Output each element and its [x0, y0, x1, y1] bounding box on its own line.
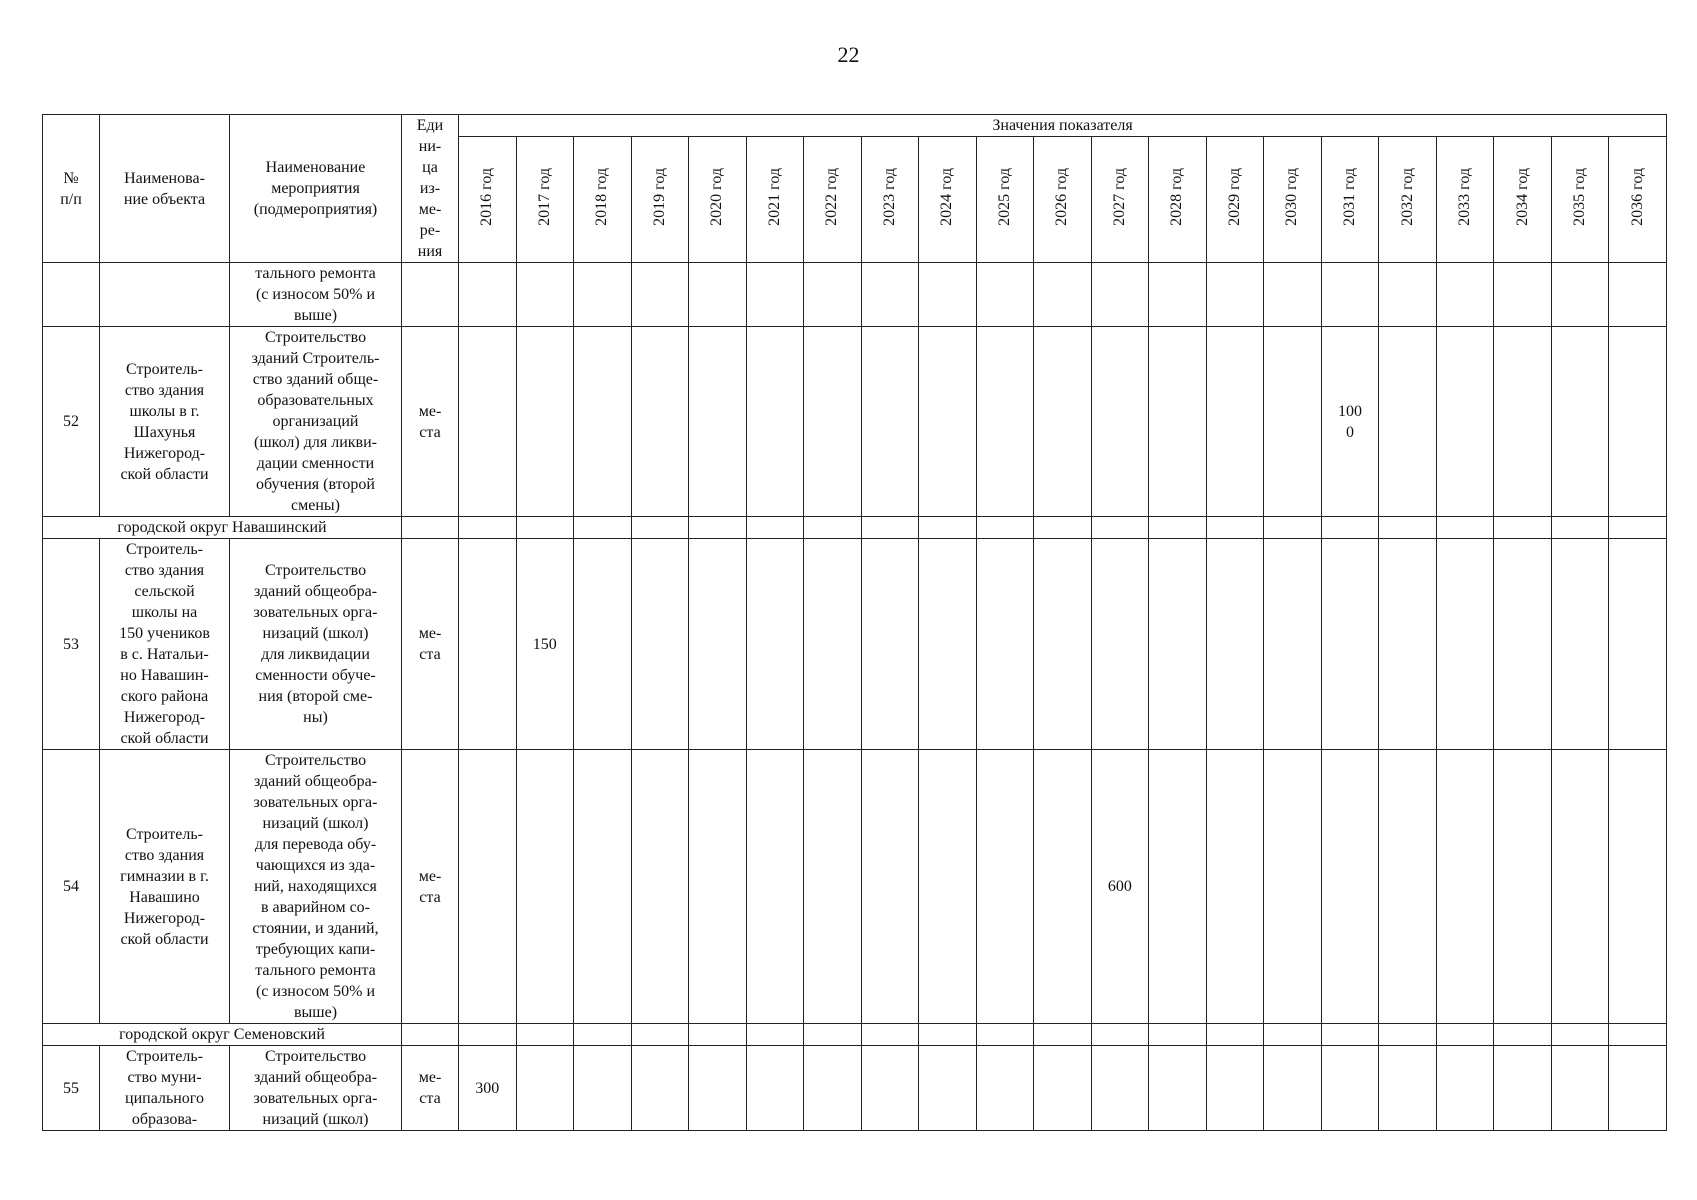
value-cell [1321, 263, 1379, 327]
value-cell [1551, 1046, 1609, 1131]
value-cell [1609, 539, 1667, 750]
section-row [43, 1024, 1667, 1046]
value-cell [861, 327, 919, 517]
value-cell [919, 327, 977, 517]
value-cell [689, 327, 747, 517]
value-cell [1436, 539, 1494, 750]
value-cell [1494, 263, 1552, 327]
header-event: Наименование мероприятия (подмероприятия) [230, 115, 402, 263]
value-cell [516, 750, 574, 1024]
value-cell [1264, 263, 1322, 327]
empty-cell [1379, 1024, 1437, 1046]
value-cell [1034, 327, 1092, 517]
value-cell [631, 1046, 689, 1131]
value-cell [1206, 539, 1264, 750]
value-cell [459, 750, 517, 1024]
year-header [574, 137, 632, 263]
value-cell [1551, 750, 1609, 1024]
object-name [100, 263, 230, 327]
year-label: 2033 год [1456, 167, 1474, 226]
value-cell [631, 539, 689, 750]
year-label: 2031 год [1340, 167, 1358, 226]
empty-cell [804, 517, 862, 539]
value-cell [919, 263, 977, 327]
year-header [1436, 137, 1494, 263]
empty-cell [1436, 517, 1494, 539]
year-label: 2025 год [995, 167, 1013, 226]
empty-cell [1264, 517, 1322, 539]
value-cell [1494, 750, 1552, 1024]
value-cell [631, 750, 689, 1024]
value-cell [1379, 539, 1437, 750]
value-cell [1551, 539, 1609, 750]
value-cell [574, 539, 632, 750]
empty-cell [1551, 517, 1609, 539]
value-cell [1436, 263, 1494, 327]
value-cell [574, 750, 632, 1024]
empty-cell [574, 517, 632, 539]
value-cell [1321, 1046, 1379, 1131]
value-cell [1091, 263, 1149, 327]
year-header [516, 137, 574, 263]
year-header [861, 137, 919, 263]
year-label: 2027 год [1110, 167, 1128, 226]
value-cell [861, 750, 919, 1024]
empty-cell [976, 517, 1034, 539]
year-header [1091, 137, 1149, 263]
row-num [43, 263, 100, 327]
year-header [746, 137, 804, 263]
empty-cell [1609, 1024, 1667, 1046]
empty-cell [574, 1024, 632, 1046]
value-cell [1149, 750, 1207, 1024]
value-cell [1149, 263, 1207, 327]
value-cell [1264, 539, 1322, 750]
table-body [43, 263, 1667, 1131]
year-header [919, 137, 977, 263]
value-cell: 300 [459, 1046, 517, 1131]
year-header [1149, 137, 1207, 263]
section-label: городской округ Навашинский [43, 517, 402, 539]
empty-cell [1379, 517, 1437, 539]
empty-cell [1034, 1024, 1092, 1046]
row-num: 54 [43, 750, 100, 1024]
value-cell [1206, 263, 1264, 327]
empty-cell [516, 517, 574, 539]
year-label: 2016 год [478, 167, 496, 226]
empty-cell [1206, 1024, 1264, 1046]
value-cell [746, 1046, 804, 1131]
value-cell [574, 1046, 632, 1131]
empty-cell [1436, 1024, 1494, 1046]
indicator-table [42, 114, 1667, 1131]
year-label: 2026 год [1053, 167, 1071, 226]
page-number: 22 [837, 42, 860, 67]
year-header [976, 137, 1034, 263]
empty-cell [631, 1024, 689, 1046]
value-cell [689, 263, 747, 327]
year-header [1321, 137, 1379, 263]
value-cell [1379, 327, 1437, 517]
unit-cell: ме- ста [402, 539, 459, 750]
value-cell [976, 327, 1034, 517]
value-cell [1609, 750, 1667, 1024]
empty-cell [689, 517, 747, 539]
year-header [1494, 137, 1552, 263]
section-row [43, 517, 1667, 539]
value-cell [1436, 327, 1494, 517]
table-row [43, 539, 1667, 750]
value-cell [1379, 1046, 1437, 1131]
year-label: 2017 год [535, 167, 553, 226]
table-row [43, 263, 1667, 327]
year-label: 2020 год [708, 167, 726, 226]
value-cell [689, 1046, 747, 1131]
value-cell [919, 750, 977, 1024]
value-cell [919, 1046, 977, 1131]
row-num: 55 [43, 1046, 100, 1131]
empty-cell [1091, 517, 1149, 539]
value-cell [1436, 750, 1494, 1024]
empty-cell [1609, 517, 1667, 539]
empty-cell [459, 1024, 517, 1046]
value-cell [1091, 327, 1149, 517]
value-cell [459, 263, 517, 327]
empty-cell [919, 1024, 977, 1046]
year-label: 2030 год [1283, 167, 1301, 226]
empty-cell [1149, 1024, 1207, 1046]
value-cell [631, 263, 689, 327]
value-cell [746, 539, 804, 750]
year-header [804, 137, 862, 263]
empty-cell [1206, 517, 1264, 539]
value-cell [804, 750, 862, 1024]
event-name: тального ремонта (с износом 50% и выше) [230, 263, 402, 327]
value-cell: 100 0 [1321, 327, 1379, 517]
value-cell [1264, 1046, 1322, 1131]
value-cell [689, 750, 747, 1024]
object-name: Строитель- ство здания гимназии в г. Навашино Нижегород- ской области [100, 750, 230, 1024]
empty-cell [1494, 517, 1552, 539]
year-header [1206, 137, 1264, 263]
value-cell [516, 263, 574, 327]
year-header [1264, 137, 1322, 263]
value-cell [1149, 539, 1207, 750]
empty-cell [1551, 1024, 1609, 1046]
object-name: Строитель- ство муни- ципального образова- [100, 1046, 230, 1131]
empty-cell [459, 517, 517, 539]
year-header [1551, 137, 1609, 263]
year-header [1609, 137, 1667, 263]
section-label: городской округ Семеновский [43, 1024, 402, 1046]
header-unit: Еди ни- ца из- ме- ре- ния [402, 115, 459, 263]
year-label: 2028 год [1168, 167, 1186, 226]
empty-cell [1494, 1024, 1552, 1046]
value-cell [1379, 263, 1437, 327]
unit-cell: ме- ста [402, 327, 459, 517]
year-header [459, 137, 517, 263]
value-cell [516, 1046, 574, 1131]
year-label: 2029 год [1225, 167, 1243, 226]
row-num: 53 [43, 539, 100, 750]
event-name: Строительство зданий общеобра- зовательных орга- низаций (школ) [230, 1046, 402, 1131]
value-cell: 150 [516, 539, 574, 750]
value-cell [1379, 750, 1437, 1024]
unit-cell: ме- ста [402, 1046, 459, 1131]
value-cell [1206, 1046, 1264, 1131]
value-cell [1091, 539, 1149, 750]
year-header [1379, 137, 1437, 263]
empty-cell [1321, 1024, 1379, 1046]
empty-cell [1321, 517, 1379, 539]
value-cell [804, 327, 862, 517]
year-label: 2034 год [1513, 167, 1531, 226]
value-cell [574, 263, 632, 327]
value-cell [1551, 263, 1609, 327]
empty-cell [516, 1024, 574, 1046]
year-label: 2035 год [1571, 167, 1589, 226]
value-cell [631, 327, 689, 517]
row-num: 52 [43, 327, 100, 517]
object-name: Строитель- ство здания школы в г. Шахунья Нижегород- ской области [100, 327, 230, 517]
year-header [1034, 137, 1092, 263]
value-cell [1034, 750, 1092, 1024]
value-cell [1551, 327, 1609, 517]
table-row [43, 1046, 1667, 1131]
value-cell [459, 539, 517, 750]
value-cell [804, 1046, 862, 1131]
year-label: 2018 год [593, 167, 611, 226]
empty-cell [861, 1024, 919, 1046]
value-cell: 600 [1091, 750, 1149, 1024]
value-cell [1494, 539, 1552, 750]
year-header [631, 137, 689, 263]
year-label: 2023 год [880, 167, 898, 226]
value-cell [746, 327, 804, 517]
empty-cell [402, 1024, 459, 1046]
year-header [689, 137, 747, 263]
header-num: № п/п [43, 115, 100, 263]
value-cell [1609, 327, 1667, 517]
empty-cell [1149, 517, 1207, 539]
year-label: 2022 год [823, 167, 841, 226]
year-label: 2021 год [765, 167, 783, 226]
value-cell [976, 1046, 1034, 1131]
value-cell [919, 539, 977, 750]
value-cell [976, 539, 1034, 750]
value-cell [1609, 263, 1667, 327]
table-row [43, 327, 1667, 517]
value-cell [746, 750, 804, 1024]
value-cell [1494, 327, 1552, 517]
event-name: Строительство зданий Строитель- ство зданий обще- образовательных организаций (школ) для ликви- дации сменности обучения (второй смены) [230, 327, 402, 517]
value-cell [459, 327, 517, 517]
empty-cell [1264, 1024, 1322, 1046]
empty-cell [689, 1024, 747, 1046]
value-cell [1264, 327, 1322, 517]
value-cell [574, 327, 632, 517]
empty-cell [746, 1024, 804, 1046]
value-cell [861, 1046, 919, 1131]
empty-cell [804, 1024, 862, 1046]
header-values-title: Значения показателя [459, 115, 1667, 137]
value-cell [1034, 539, 1092, 750]
value-cell [1609, 1046, 1667, 1131]
value-cell [804, 539, 862, 750]
event-name: Строительство зданий общеобра- зовательных орга- низаций (школ) для ликвидации сменности обуче- ния (второй сме- ны) [230, 539, 402, 750]
value-cell [689, 539, 747, 750]
value-cell [1494, 1046, 1552, 1131]
empty-cell [1091, 1024, 1149, 1046]
event-name: Строительство зданий общеобра- зовательных орга- низаций (школ) для перевода обу- чающихся из зда- ний, находящихся в аварийном со- стоянии, и зданий, требующих капи- тального ремонта (с износом 50% и выше) [230, 750, 402, 1024]
empty-cell [402, 517, 459, 539]
value-cell [1321, 750, 1379, 1024]
value-cell [1034, 1046, 1092, 1131]
value-cell [1264, 750, 1322, 1024]
value-cell [804, 263, 862, 327]
year-label: 2032 год [1398, 167, 1416, 226]
year-label: 2024 год [938, 167, 956, 226]
value-cell [1206, 750, 1264, 1024]
value-cell [861, 539, 919, 750]
year-label: 2036 год [1628, 167, 1646, 226]
value-cell [976, 750, 1034, 1024]
table-row [43, 750, 1667, 1024]
value-cell [1034, 263, 1092, 327]
value-cell [1321, 539, 1379, 750]
value-cell [1149, 327, 1207, 517]
empty-cell [919, 517, 977, 539]
value-cell [746, 263, 804, 327]
empty-cell [631, 517, 689, 539]
value-cell [1149, 1046, 1207, 1131]
value-cell [861, 263, 919, 327]
value-cell [976, 263, 1034, 327]
header-object: Наименова- ние объекта [100, 115, 230, 263]
empty-cell [746, 517, 804, 539]
empty-cell [861, 517, 919, 539]
value-cell [516, 327, 574, 517]
unit-cell [402, 263, 459, 327]
value-cell [1436, 1046, 1494, 1131]
unit-cell: ме- ста [402, 750, 459, 1024]
empty-cell [1034, 517, 1092, 539]
empty-cell [976, 1024, 1034, 1046]
value-cell [1206, 327, 1264, 517]
year-label: 2019 год [650, 167, 668, 226]
value-cell [1091, 1046, 1149, 1131]
object-name: Строитель- ство здания сельской школы на 150 учеников в с. Натальи- но Навашин- ского района Нижегород- ской области [100, 539, 230, 750]
